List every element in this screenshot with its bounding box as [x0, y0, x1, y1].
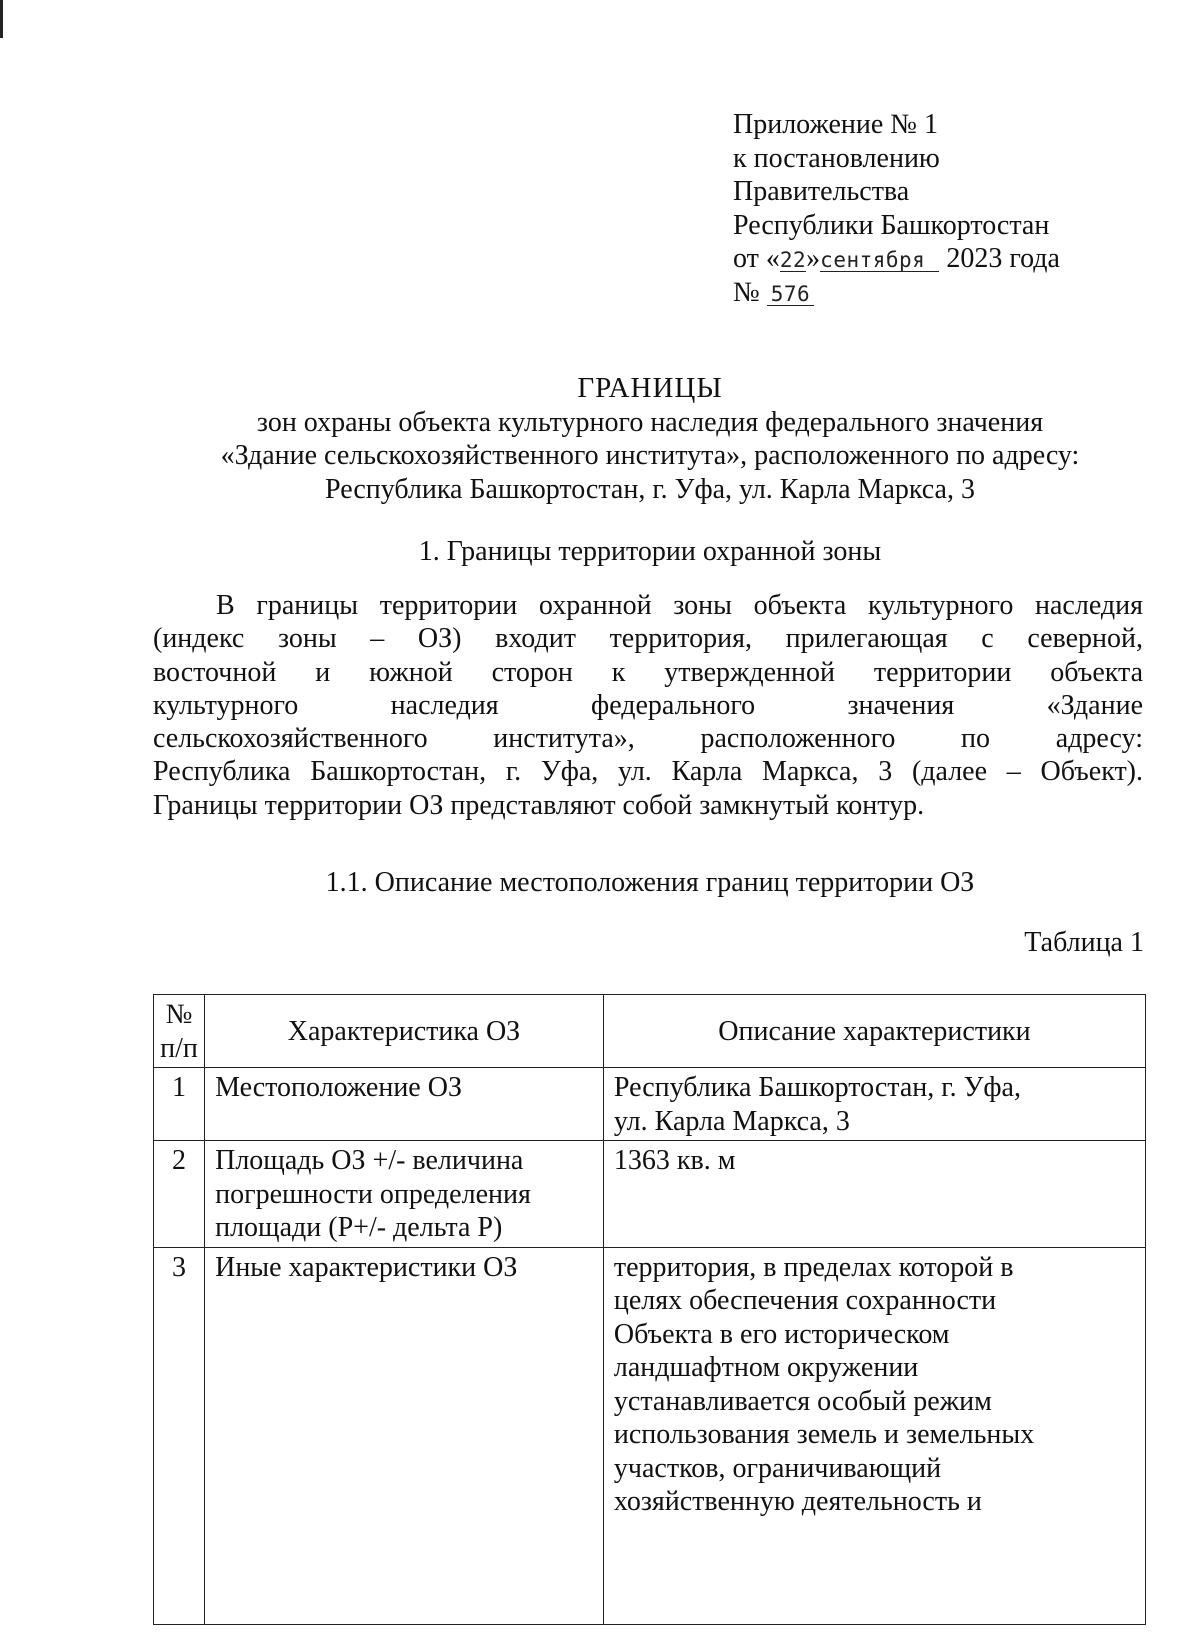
scan-edge-mark — [0, 0, 3, 38]
appendix-header — [733, 108, 1060, 309]
date-day: 22 — [779, 248, 807, 272]
date-mid: » — [806, 243, 821, 274]
number-value: 576 — [767, 283, 814, 306]
row-num: 3 — [154, 1247, 205, 1624]
paragraph-line: Границы территории ОЗ представляют собой замкнутый контур. — [153, 789, 925, 821]
title-line-3: Республика Башкортостан, г. Уфа, ул. Карла Маркса, 3 — [324, 473, 975, 505]
date-month: сентября — [820, 249, 939, 272]
table-row — [154, 1068, 1146, 1141]
number-prefix: № — [733, 276, 760, 308]
title-line-2: «Здание сельскохозяйственного института», расположенного по адресу: — [220, 440, 1080, 471]
appendix-line-3: Правительства — [733, 176, 910, 207]
row-description: Республика Башкортостан, г. Уфа, ул. Карла Маркса, 3 — [603, 1068, 1145, 1141]
row-description: 1363 кв. м — [603, 1141, 1145, 1248]
table-caption: Таблица 1 — [1024, 927, 1144, 958]
header-description: Описание характеристики — [603, 995, 1145, 1068]
row-characteristic: Иные характеристики ОЗ — [205, 1247, 604, 1624]
appendix-date-line — [733, 242, 1060, 276]
paragraph-line: культурного наследия федерального значения «Здание — [153, 689, 1143, 721]
paragraph-line: В границы территории охранной зоны объекта культурного наследия — [216, 590, 1143, 621]
title-line-1: зон охраны объекта культурного наследия федерального значения — [256, 406, 1044, 438]
row-description: территория, в пределах которой в целях обеспечения сохранности Объекта в его историческом ландшафтном окружении устанавливается особый режим использования земель и земельных участков, ограничивающий хозяйственную деятельность и — [603, 1247, 1145, 1624]
table-row — [154, 1247, 1146, 1624]
row-characteristic: Площадь ОЗ +/- величина погрешности определения площади (P+/- дельта P) — [205, 1141, 604, 1248]
table-header-row — [154, 995, 1146, 1068]
header-characteristic: Характеристика ОЗ — [205, 995, 604, 1068]
paragraph-line: (индекс зоны – ОЗ) входит территория, прилегающая с северной, — [153, 623, 1143, 655]
paragraph-line: восточной и южной сторон к утвержденной территории объекта — [153, 656, 1143, 688]
row-num: 2 — [154, 1141, 205, 1248]
appendix-line-4: Республики Башкортостан — [733, 209, 1050, 241]
section-1-heading: 1. Границы территории охранной зоны — [418, 536, 882, 567]
appendix-number-line — [733, 276, 1060, 310]
section-1-paragraph — [153, 589, 1143, 822]
subsection-heading: 1.1. Описание местоположения границ территории ОЗ — [325, 867, 975, 898]
date-year: 2023 года — [946, 243, 1060, 274]
row-characteristic: Местоположение ОЗ — [205, 1068, 604, 1141]
characteristics-table — [153, 994, 1146, 1625]
appendix-line-1: Приложение № 1 — [733, 109, 938, 140]
appendix-line-2: к постановлению — [733, 142, 940, 174]
paragraph-line: сельскохозяйственного института», расположенного по адресу: — [153, 723, 1143, 755]
table-row — [154, 1141, 1146, 1248]
date-prefix: от « — [733, 243, 780, 274]
title-main: ГРАНИЦЫ — [577, 372, 723, 404]
document-title — [0, 372, 1200, 506]
row-num: 1 — [154, 1068, 205, 1141]
paragraph-line: Республика Башкортостан, г. Уфа, ул. Карла Маркса, 3 (далее – Объект). — [153, 756, 1143, 788]
header-num: № п/п — [154, 995, 205, 1068]
